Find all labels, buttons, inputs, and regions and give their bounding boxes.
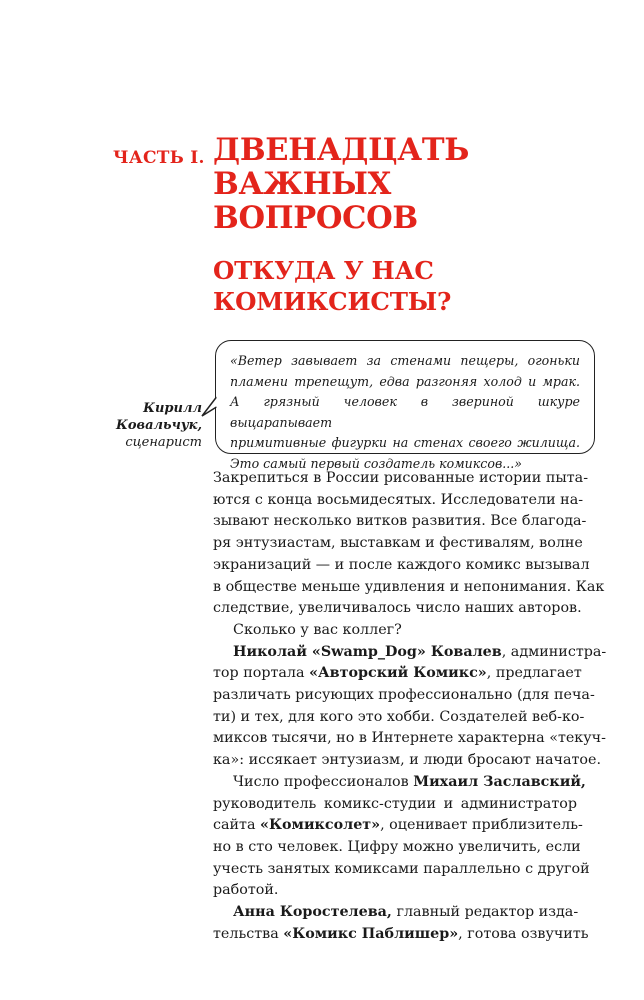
paragraph	[213, 902, 589, 945]
article-body	[213, 468, 607, 945]
title-block	[213, 133, 613, 317]
section-title-line: КОМИКСИСТЫ?	[213, 287, 452, 316]
chapter-title	[213, 133, 613, 235]
chapter-title-line: ДВЕНАДЦАТЬ	[213, 132, 470, 168]
text-fragment: тельства	[213, 925, 284, 942]
site-name: «Комиксолет»	[260, 817, 381, 834]
text-line: руководитель комикс-студии и администратор	[213, 795, 577, 812]
author-name	[62, 400, 202, 434]
paragraph	[213, 642, 607, 772]
text-line: в обществе меньше удивления и непонимания. Как	[213, 578, 605, 595]
text-fragment: , готова озвучить	[458, 925, 589, 942]
paragraph	[213, 620, 577, 642]
quote-line: примитивные фигурки на стенах своего жилища.	[230, 435, 580, 450]
quote-line: А грязный человек в звериной шкуре выцарапывает	[230, 394, 580, 430]
speech-bubble-tail-icon	[201, 396, 231, 422]
quote-line: пламени трепещут, едва разгоняя холод и мрак.	[230, 373, 580, 389]
chapter-title-line: ВОПРОСОВ	[213, 200, 418, 236]
text-fragment: , администра-	[501, 643, 607, 660]
text-fragment: главный редактор изда-	[391, 904, 579, 921]
portal-name: «Авторский Комикс»	[309, 665, 487, 682]
text-fragment: сайта	[213, 817, 261, 834]
text-line: учесть занятых комиксами параллельно с другой	[213, 860, 590, 877]
text-line	[213, 924, 589, 946]
text-line: различать рисующих профессионально (для печа-	[213, 687, 595, 704]
text-line	[213, 772, 586, 794]
text-line: миксов тысячи, но в Интернете характерна «текуч-	[213, 730, 606, 747]
text-line	[213, 642, 607, 664]
quote-line: Это самый первый создатель комиксов...»	[230, 455, 522, 471]
author-role: сценарист	[125, 435, 202, 450]
text-line: ка»: иссякает энтузиазм, и люди бросают начатое.	[213, 752, 602, 769]
section-title	[213, 255, 613, 317]
section-title-line: ОТКУДА У НАС	[213, 256, 434, 285]
text-line: работой.	[213, 882, 279, 899]
author-name-line: Кирилл	[143, 401, 202, 416]
quote-text	[230, 351, 580, 474]
text-line: следствие, увеличивалось число наших авторов.	[213, 600, 582, 617]
quote-line: «Ветер завывает за стенами пещеры, огоньки	[230, 353, 580, 368]
text-line: Закрепиться в России рисованные истории пыта-	[213, 470, 589, 486]
quote-author	[62, 400, 202, 451]
text-fragment: Число профессионалов	[233, 773, 414, 790]
person-name: Анна Коростелева,	[233, 904, 392, 921]
text-fragment: , оценивает приблизитель-	[380, 817, 583, 834]
text-line: ря энтузиастам, выставкам и фестивалям, волне	[213, 535, 583, 552]
author-name-line: Ковальчук,	[116, 418, 202, 433]
text-line: но в сто человек. Цифру можно увеличить, если	[213, 838, 581, 855]
text-line: ются с конца восьмидесятых. Исследователи на-	[213, 491, 584, 508]
chapter-title-line: ВАЖНЫХ	[213, 166, 391, 202]
paragraph	[213, 772, 590, 902]
text-fragment: тор портала	[213, 665, 310, 682]
quote-bubble	[215, 340, 595, 471]
text-fragment: , предлагает	[486, 665, 582, 682]
text-line: Сколько у вас коллег?	[233, 621, 402, 638]
part-label: ЧАСТЬ I.	[113, 148, 205, 168]
text-line: экранизаций — и после каждого комикс вызывал	[213, 556, 590, 573]
person-name: Михаил Заславский,	[413, 773, 586, 790]
text-line: зывают несколько витков развития. Все благода-	[213, 513, 587, 530]
person-name: Николай «Swamp_Dog» Ковалев	[233, 643, 502, 660]
text-line: ти) и тех, для кого это хобби. Создателей веб-ко-	[213, 708, 585, 725]
text-line	[213, 663, 582, 685]
text-line	[213, 815, 583, 837]
paragraph	[213, 468, 605, 620]
text-line	[213, 902, 577, 924]
publisher-name: «Комикс Паблишер»	[283, 925, 459, 942]
